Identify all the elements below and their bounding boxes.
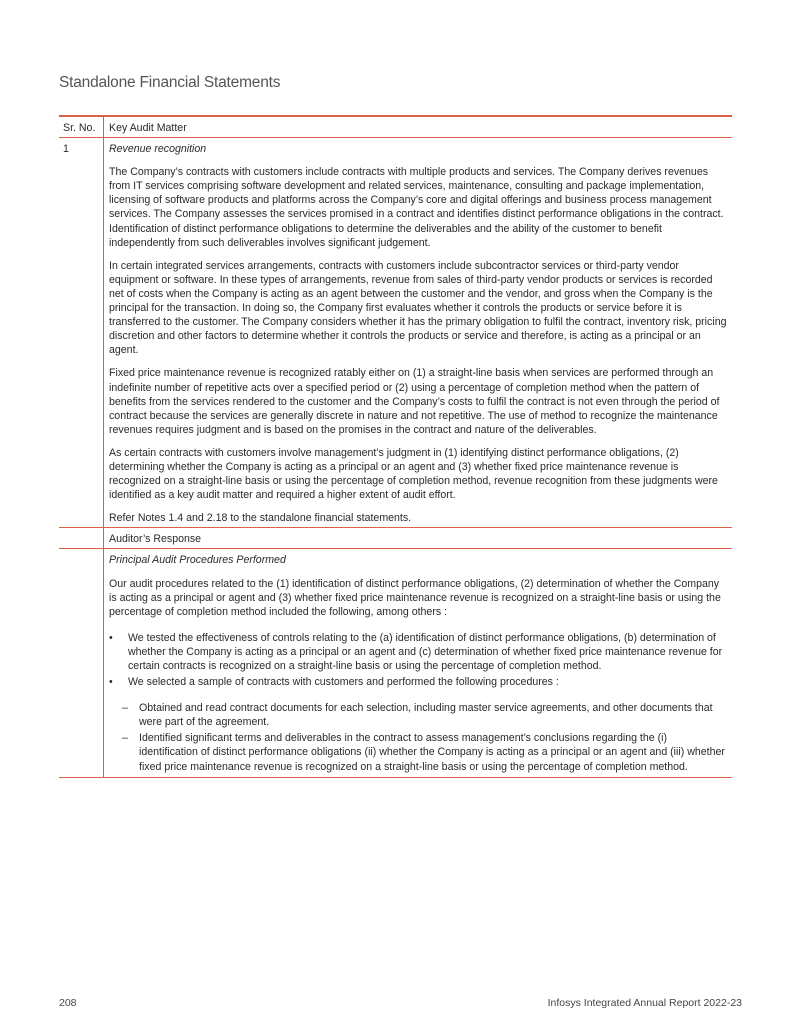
- bullet-marker: •: [109, 631, 113, 644]
- bullet-text: We tested the effectiveness of controls relating to the (a) identification of distinct performance obligations, (b) determination of whether the Company is acting as a principal or an agent and (c) determination of whether fixed price maintenance revenue for certain contracts is recognized on a straight-line basis or using the percentage of completion method.: [128, 631, 723, 672]
- bullet-marker: •: [109, 676, 113, 689]
- procedures-sub-list: [109, 701, 728, 773]
- row-number: 1: [63, 143, 69, 156]
- list-item: [109, 701, 728, 729]
- table-header-row: [59, 117, 732, 138]
- page-title: Standalone Financial Statements: [59, 74, 281, 91]
- matter-subtitle: Revenue recognition: [109, 143, 207, 156]
- matter-paragraph: The Company’s contracts with customers include contracts with multiple products and services. The Company derives revenues from IT services comprising software development and related services, maintenance, consulting and package implementation, licensing of software products and platforms across the Company’s core and digital offerings and business process management services. The Company assesses the services promised in a contract and identifies distinct performance obligations in the contract. Identification of distinct performance obligations to determine the deliverables and the ability of the customer to benefit independently from such deliverables involves significant judgement.: [109, 166, 724, 249]
- audit-procedures-cell: [103, 549, 732, 776]
- empty-cell: [59, 528, 103, 548]
- procedures-subtitle: Principal Audit Procedures Performed: [109, 554, 286, 567]
- empty-cell: [59, 549, 103, 776]
- matter-paragraph: As certain contracts with customers involve management’s judgment in (1) identifying distinct performance obligations, (2) determining whether the Company is acting as a principal or an agent and (3) whether fixed price maintenance revenue is recognized on a straight-line basis or using the percentage of completion method, revenue recognition from these judgments were identified as a key audit matter and required a higher extent of audit effort.: [109, 446, 718, 502]
- procedures-bullet-list: [109, 631, 728, 689]
- sr-no-header: Sr. No.: [63, 122, 96, 134]
- table-row: [59, 138, 732, 528]
- list-item: [109, 675, 728, 689]
- dash-marker: –: [122, 732, 128, 745]
- matter-paragraph: Fixed price maintenance revenue is recognized ratably either on (1) a straight-line basis when services are performed through an indefinite number of repetitive acts over a specified period or (2) using a percentage of completion method when the pattern of benefits from the services rendered to the customer and the Company’s costs to fulfil the contract is not even through the period of contract because the services are generally discrete in nature and not repetitive. The use of method to recognize the maintenance revenues requires judgment and is based on the promises in the contract and nature of the deliverables.: [109, 367, 720, 436]
- procedures-intro: Our audit procedures related to the (1) identification of distinct performance obligations, (2) determination of whether the Company is acting as a principal or agent and (3) whether fixed price maintenance revenue is recognized on a straight-line basis or using the percentage of completion method included the following, among others :: [109, 577, 721, 618]
- list-item: [109, 631, 728, 673]
- sub-item-text: Identified significant terms and deliverables in the contract to assess management’s conclusions regarding the (i) identification of distinct performance obligations (ii) whether the Company is acting as a principal or an agent and (iii) whether fixed price maintenance revenue is recognized on a straight-line basis or using the percentage of completion method.: [139, 732, 725, 773]
- list-item: [109, 731, 728, 773]
- page-number: 208: [59, 997, 77, 1009]
- auditors-response-header: Auditor’s Response: [103, 528, 732, 548]
- report-name: Infosys Integrated Annual Report 2022-23: [547, 997, 742, 1009]
- auditors-response-row: [59, 528, 732, 549]
- key-audit-matter-cell: [103, 138, 732, 527]
- dash-marker: –: [122, 702, 128, 715]
- sub-item-text: Obtained and read contract documents for each selection, including master service agreements, and other documents that were part of the agreement.: [139, 702, 713, 729]
- bullet-text: We selected a sample of contracts with customers and performed the following procedures :: [128, 676, 559, 689]
- matter-reference: Refer Notes 1.4 and 2.18 to the standalone financial statements.: [109, 512, 412, 525]
- table-row: [59, 549, 732, 777]
- key-audit-matter-header: Key Audit Matter: [103, 117, 732, 137]
- key-audit-matter-table: [59, 115, 732, 778]
- matter-paragraph: In certain integrated services arrangements, contracts with customers include subcontractor services or third-party vendor equipment or software. In these types of arrangements, revenue from sales of third-party vendor products or services is recorded net of costs when the Company is acting as an agent between the customer and the vendor, and gross when the Company is the principal for the transaction. In doing so, the Company first evaluates whether it controls the products or service before it is transferred to the customer. The Company considers whether it has the primary obligation to fulfil the contract, inventory risk, pricing discretion and other factors to determine whether it controls the products or service and therefore, is acting as a principal or an agent.: [109, 259, 727, 357]
